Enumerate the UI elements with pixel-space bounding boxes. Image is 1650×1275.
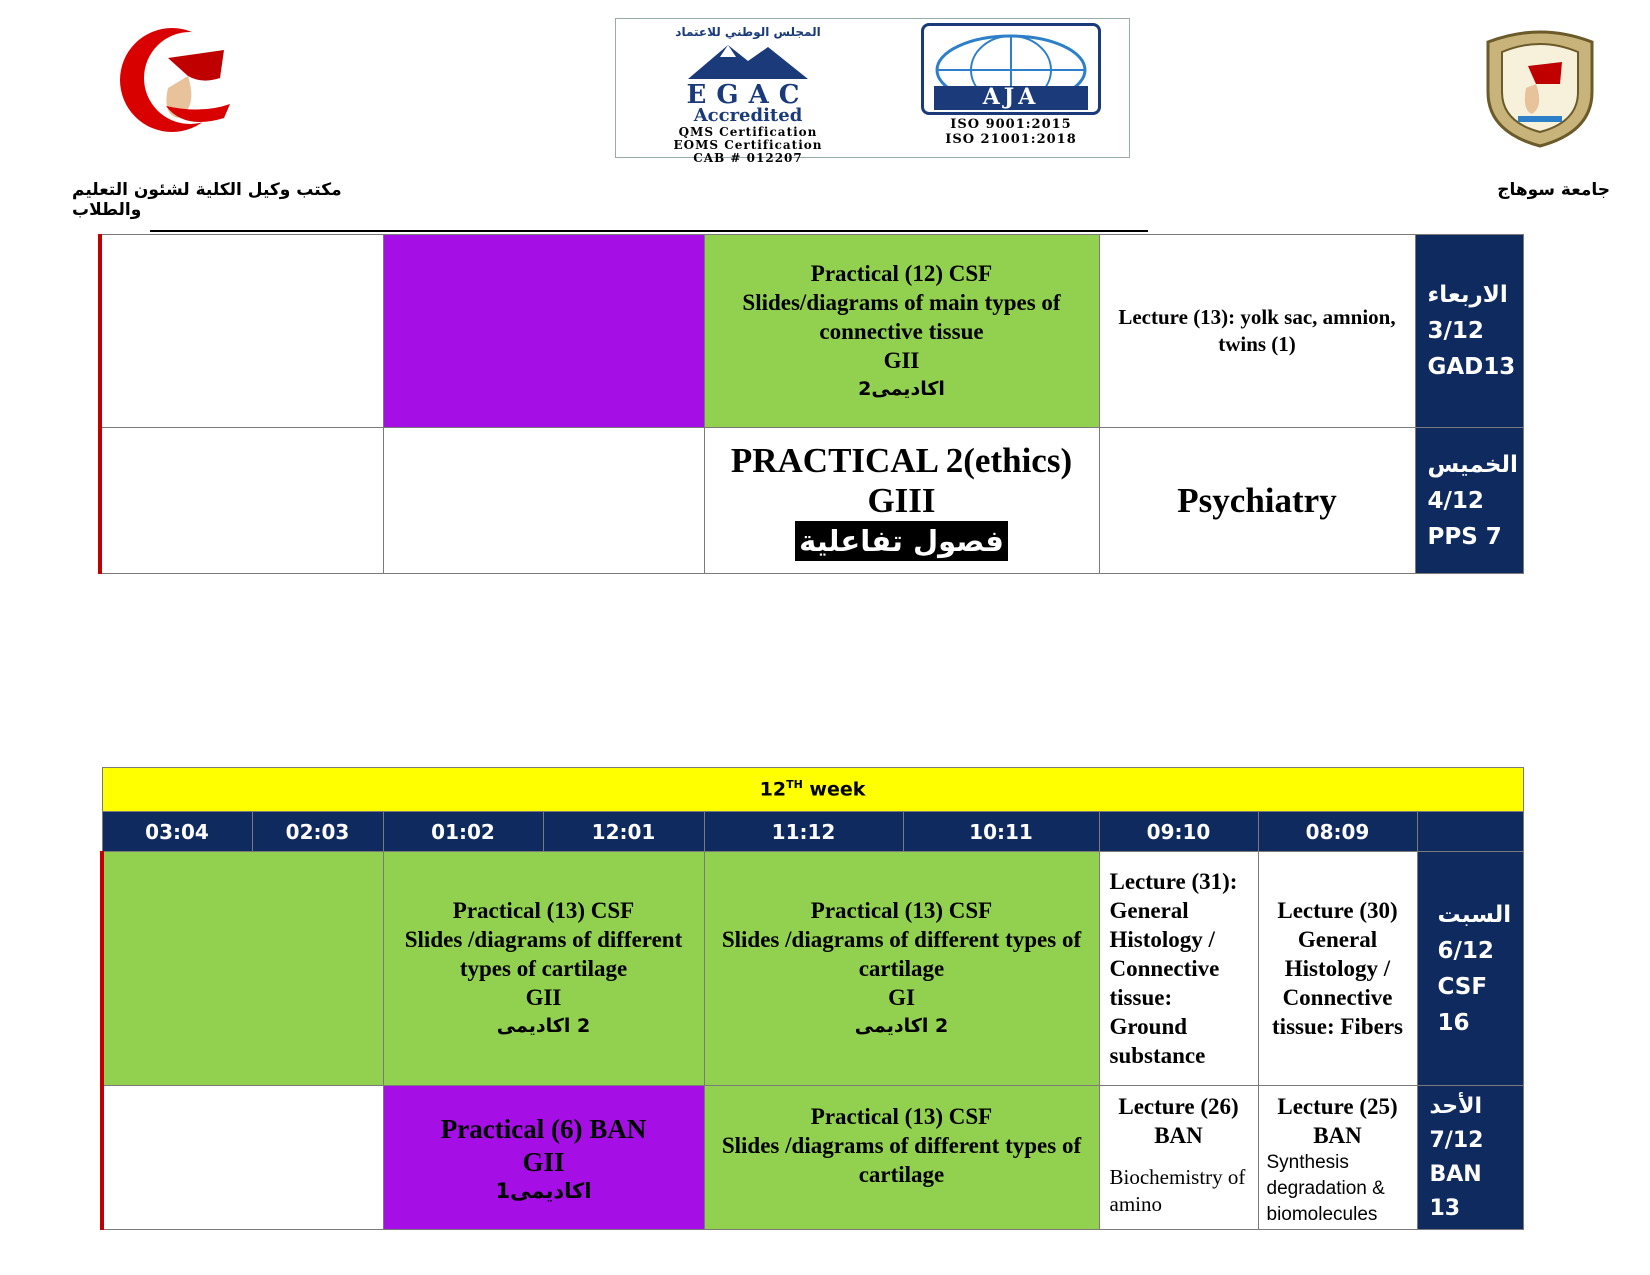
schedule-table-week12 xyxy=(100,767,1524,1230)
egac-line2: EOMS Certification xyxy=(673,138,823,152)
egac-line1: QMS Certification xyxy=(678,125,818,139)
empty-cell xyxy=(100,428,383,574)
purple-cell xyxy=(383,235,704,428)
time-slot: 10:11 xyxy=(903,812,1099,852)
accreditation-banner xyxy=(615,18,1130,165)
faculty-logo xyxy=(92,18,260,136)
day-cell: الخميس 4/12 PPS 7 xyxy=(1415,428,1523,574)
table-row xyxy=(102,852,1523,1086)
egac-name: EGAC xyxy=(686,80,810,110)
time-slot: 11:12 xyxy=(704,812,903,852)
day-cell: الاربعاء 3/12 GAD13 xyxy=(1415,235,1523,428)
aja-line1: ISO 9001:2015 xyxy=(950,117,1072,132)
egac-logo xyxy=(628,25,868,165)
time-slot: 09:10 xyxy=(1099,812,1258,852)
time-slot: 12:01 xyxy=(543,812,704,852)
lecture-cell: Psychiatry xyxy=(1099,428,1415,574)
day-cell: السبت 6/12 CSF 16 xyxy=(1417,852,1523,1086)
vice-dean-office-text: مكتب وكيل الكلية لشئون التعليم والطلاب xyxy=(72,180,342,220)
aja-name: AJA xyxy=(982,84,1040,110)
empty-cell xyxy=(383,428,704,574)
university-name-text: جامعة سوهاج xyxy=(1497,180,1610,200)
day-cell: الأحد 7/12 BAN 13 xyxy=(1417,1086,1523,1230)
egac-accredited: Accredited xyxy=(693,105,803,126)
lecture-cell: Lecture (30) General Histology / Connective tissue: Fibers xyxy=(1258,852,1417,1086)
time-slot-empty xyxy=(1417,812,1523,852)
time-slot: 02:03 xyxy=(252,812,383,852)
table-row xyxy=(100,428,1523,574)
practical-cell: Practical (12) CSF Slides/diagrams of main types of connective tissue GII اكاديمى2 xyxy=(704,235,1099,428)
lecture-cell: Lecture (25) BAN Synthesis degradation & biomolecules xyxy=(1258,1086,1417,1230)
lecture-cell: Lecture (26) BAN Biochemistry of amino xyxy=(1099,1086,1258,1230)
practical-cell: PRACTICAL 2(ethics) GIII فصول تفاعلية xyxy=(704,428,1099,574)
week-title-row xyxy=(102,768,1523,812)
egac-line3: CAB # 012207 xyxy=(693,151,803,165)
empty-cell xyxy=(102,1086,383,1230)
table-row xyxy=(102,1086,1523,1230)
week-title: 12TH week xyxy=(102,768,1523,812)
practical-cell: Practical (13) CSF Slides /diagrams of different types of cartilage GI 2 اكاديمى xyxy=(704,852,1099,1086)
mountain-icon xyxy=(628,39,868,79)
time-slot: 08:09 xyxy=(1258,812,1417,852)
practical-cell: Practical (6) BAN GII اكاديمى1 xyxy=(383,1086,704,1230)
table-row xyxy=(100,235,1523,428)
egac-arabic: المجلس الوطني للاعتماد xyxy=(675,25,821,39)
time-slot: 01:02 xyxy=(383,812,543,852)
green-cell xyxy=(102,852,383,1086)
lecture-cell: Lecture (13): yolk sac, amnion, twins (1) xyxy=(1099,235,1415,428)
lecture-cell: Lecture (31): General Histology / Connective tissue: Ground substance xyxy=(1099,852,1258,1086)
time-slot-row xyxy=(102,812,1523,852)
schedule-table-week11 xyxy=(98,234,1524,574)
header-divider xyxy=(150,230,1148,232)
aja-logo xyxy=(921,23,1101,115)
time-slot: 03:04 xyxy=(102,812,252,852)
practical-cell: Practical (13) CSF Slides /diagrams of different types of cartilage GII 2 اكاديمى xyxy=(383,852,704,1086)
empty-cell xyxy=(100,235,383,428)
university-seal xyxy=(1478,22,1602,148)
practical-cell: Practical (13) CSF Slides /diagrams of different types of cartilage xyxy=(704,1086,1099,1230)
aja-line2: ISO 21001:2018 xyxy=(945,132,1077,147)
